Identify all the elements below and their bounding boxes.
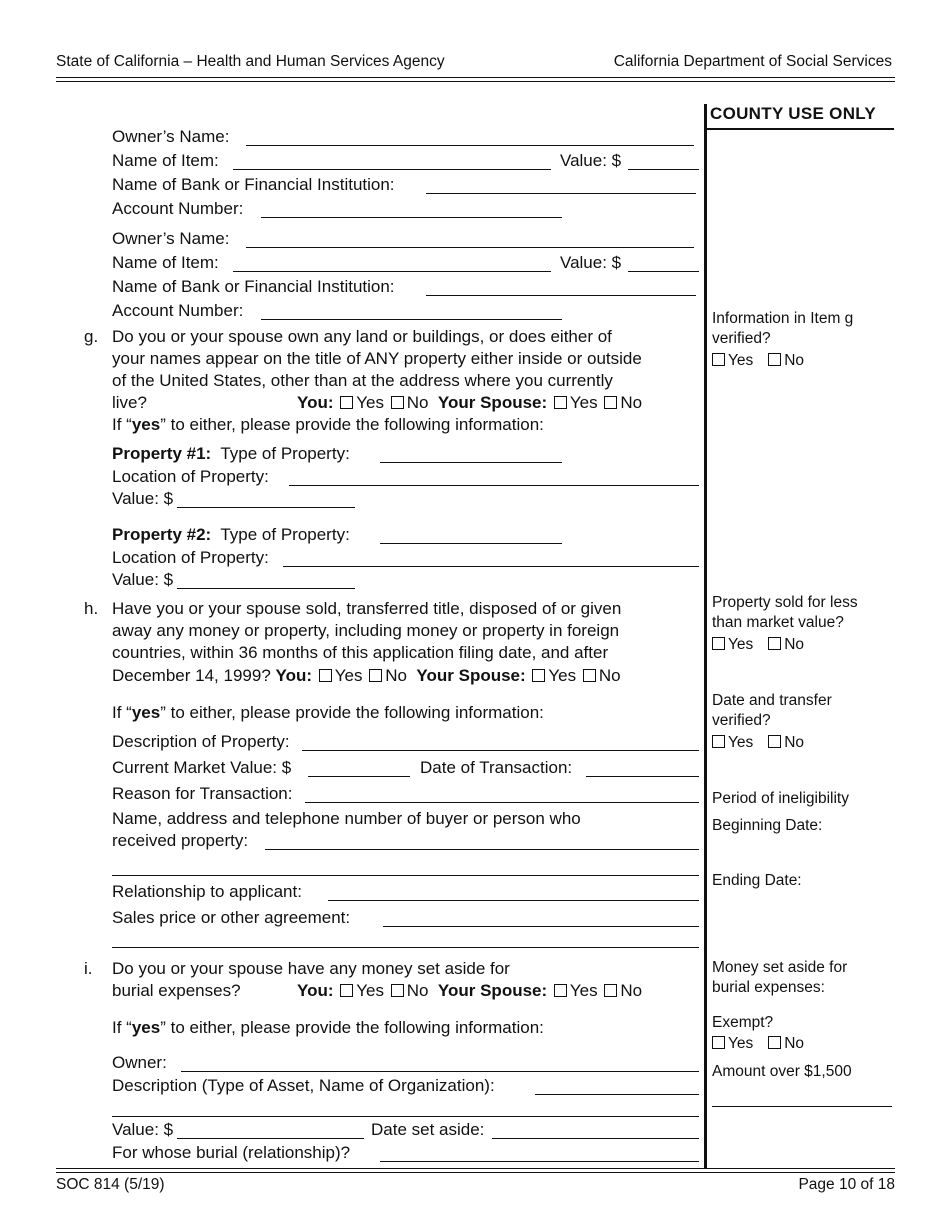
header-rule (56, 77, 895, 78)
county-exempt: Exempt? (712, 1014, 774, 1031)
account-1-bank: Name of Bank or Financial Institution: (112, 175, 395, 194)
section-g-line-1: Do you or your spouse own any land or buildings, or does either of (112, 327, 612, 346)
county-h-sold-yes-checkbox[interactable] (712, 637, 725, 650)
account-1-owner-field[interactable] (246, 145, 694, 146)
county-burial-2: burial expenses: (712, 979, 825, 996)
i-date-set-aside-field[interactable] (492, 1138, 699, 1139)
county-beginning-date: Beginning Date: (712, 817, 823, 834)
account-2-bank-field[interactable] (426, 295, 696, 296)
h-reason: Reason for Transaction: (112, 784, 293, 803)
h-market-value: Current Market Value: $ (112, 758, 292, 777)
header-rule-2 (56, 81, 895, 82)
h-relationship-field[interactable] (328, 900, 699, 901)
i-value: Value: $ (112, 1120, 174, 1139)
i-owner-field[interactable] (181, 1071, 699, 1072)
county-column-divider (704, 104, 707, 1168)
section-i-answers: You: Yes No Your Spouse: Yes No (297, 981, 643, 1000)
account-2-item: Name of Item: (112, 253, 219, 272)
header-department: California Department of Social Services (613, 53, 892, 70)
i-description-field-2[interactable] (112, 1116, 699, 1117)
county-g-verified-options: Yes No (712, 351, 804, 371)
property-2-value: Value: $ (112, 570, 174, 589)
footer-rule-2 (56, 1172, 895, 1173)
h-description: Description of Property: (112, 732, 290, 751)
i-description: Description (Type of Asset, Name of Organization): (112, 1076, 495, 1095)
section-g-answers: You: Yes No Your Spouse: Yes No (297, 393, 643, 412)
property-2-location-field[interactable] (283, 566, 699, 567)
county-exempt-yes-checkbox[interactable] (712, 1036, 725, 1049)
g-spouse-no-checkbox[interactable] (604, 396, 617, 409)
i-for-whose-field[interactable] (380, 1161, 699, 1162)
section-i-if-yes: If “yes” to either, please provide the following information: (112, 1018, 544, 1037)
account-1-number-field[interactable] (261, 217, 562, 218)
h-sales-price-field[interactable] (383, 926, 699, 927)
account-1-item: Name of Item: (112, 151, 219, 170)
county-amount-field[interactable] (712, 1106, 892, 1107)
header-agency: State of California – Health and Human Services Agency (56, 53, 445, 70)
property-1-location: Location of Property: (112, 467, 269, 486)
county-h-date-options: Yes No (712, 733, 804, 753)
county-burial-1: Money set aside for (712, 959, 848, 976)
h-sales-price-field-2[interactable] (112, 947, 699, 948)
section-h-line-3: countries, within 36 months of this application filing date, and after (112, 643, 609, 662)
account-1-value: Value: $ (560, 151, 622, 170)
i-date-set-aside: Date set aside: (371, 1120, 485, 1139)
account-2-number: Account Number: (112, 301, 244, 320)
section-g-if-yes: If “yes” to either, please provide the following information: (112, 415, 544, 434)
section-h-line-4: December 14, 1999? You: Yes No Your Spouse: Yes No (112, 666, 621, 685)
g-spouse-yes-checkbox[interactable] (554, 396, 567, 409)
h-you-no-checkbox[interactable] (369, 669, 382, 682)
section-g-line-2: your names appear on the title of ANY property either inside or outside (112, 349, 642, 368)
county-h-sold-options: Yes No (712, 635, 804, 655)
property-2-type-field[interactable] (380, 543, 562, 544)
county-g-yes-checkbox[interactable] (712, 353, 725, 366)
county-ending-date: Ending Date: (712, 872, 802, 889)
account-1-owner: Owner’s Name: (112, 127, 230, 146)
h-buyer-line-1: Name, address and telephone number of buyer or person who (112, 809, 581, 828)
account-1-number: Account Number: (112, 199, 244, 218)
i-value-field[interactable] (177, 1138, 364, 1139)
county-g-no-checkbox[interactable] (768, 353, 781, 366)
h-relationship: Relationship to applicant: (112, 882, 302, 901)
i-owner: Owner: (112, 1053, 167, 1072)
section-h-if-yes: If “yes” to either, please provide the following information: (112, 703, 544, 722)
account-1-value-field[interactable] (628, 169, 699, 170)
h-date-transaction-field[interactable] (586, 776, 699, 777)
section-g-line-3: of the United States, other than at the address where you currently (112, 371, 613, 390)
section-i-line-1: Do you or your spouse have any money set aside for (112, 959, 510, 978)
h-you-yes-checkbox[interactable] (319, 669, 332, 682)
h-date-transaction: Date of Transaction: (420, 758, 573, 777)
h-description-field[interactable] (302, 750, 699, 751)
section-g-line-4: live? (112, 393, 147, 412)
h-market-value-field[interactable] (308, 776, 410, 777)
county-g-verified-2: verified? (712, 330, 771, 347)
property-1-type-field[interactable] (380, 462, 562, 463)
property-2-value-field[interactable] (177, 588, 355, 589)
county-h-date-no-checkbox[interactable] (768, 735, 781, 748)
county-use-only-title: COUNTY USE ONLY (710, 104, 877, 123)
property-1-location-field[interactable] (289, 485, 699, 486)
county-title-rule (707, 128, 894, 130)
property-1-type: Property #1: Type of Property: (112, 444, 350, 463)
property-1-value: Value: $ (112, 489, 174, 508)
county-h-date-yes-checkbox[interactable] (712, 735, 725, 748)
section-i-letter: i. (84, 959, 93, 978)
property-2-location: Location of Property: (112, 548, 269, 567)
county-exempt-options: Yes No (712, 1034, 804, 1054)
h-buyer-field[interactable] (265, 849, 699, 850)
i-spouse-no-checkbox[interactable] (604, 984, 617, 997)
i-spouse-yes-checkbox[interactable] (554, 984, 567, 997)
account-1-item-field[interactable] (233, 169, 551, 170)
h-sales-price: Sales price or other agreement: (112, 908, 351, 927)
section-h-line-1: Have you or your spouse sold, transferred title, disposed of or given (112, 599, 622, 618)
g-you-yes-checkbox[interactable] (340, 396, 353, 409)
county-h-sold-no-checkbox[interactable] (768, 637, 781, 650)
county-exempt-no-checkbox[interactable] (768, 1036, 781, 1049)
account-1-bank-field[interactable] (426, 193, 696, 194)
account-2-owner: Owner’s Name: (112, 229, 230, 248)
i-you-no-checkbox[interactable] (391, 984, 404, 997)
section-h-line-2: away any money or property, including money or property in foreign (112, 621, 620, 640)
h-spouse-no-checkbox[interactable] (583, 669, 596, 682)
h-spouse-yes-checkbox[interactable] (532, 669, 545, 682)
footer-page-number: Page 10 of 18 (798, 1176, 895, 1193)
county-h-date-2: verified? (712, 712, 771, 729)
property-2-type: Property #2: Type of Property: (112, 525, 350, 544)
g-you-no-checkbox[interactable] (391, 396, 404, 409)
h-reason-field[interactable] (305, 802, 699, 803)
county-h-date-1: Date and transfer (712, 692, 832, 709)
county-amount-over: Amount over $1,500 (712, 1063, 852, 1080)
county-h-sold-1: Property sold for less (712, 594, 858, 611)
county-g-verified-1: Information in Item g (712, 310, 854, 327)
h-buyer-line-2: received property: (112, 831, 249, 850)
i-you-yes-checkbox[interactable] (340, 984, 353, 997)
account-2-item-field[interactable] (233, 271, 551, 272)
footer-form-number: SOC 814 (5/19) (56, 1176, 165, 1193)
section-i-line-2: burial expenses? (112, 981, 241, 1000)
i-for-whose: For whose burial (relationship)? (112, 1143, 351, 1162)
county-period: Period of ineligibility (712, 790, 849, 807)
account-2-value-field[interactable] (628, 271, 699, 272)
account-2-value: Value: $ (560, 253, 622, 272)
account-2-number-field[interactable] (261, 319, 562, 320)
account-2-owner-field[interactable] (246, 247, 694, 248)
county-h-sold-2: than market value? (712, 614, 844, 631)
footer-rule (56, 1168, 895, 1169)
i-description-field[interactable] (535, 1094, 699, 1095)
section-g-letter: g. (84, 327, 99, 346)
h-buyer-field-2[interactable] (112, 875, 699, 876)
property-1-value-field[interactable] (177, 507, 355, 508)
section-h-letter: h. (84, 599, 99, 618)
account-2-bank: Name of Bank or Financial Institution: (112, 277, 395, 296)
